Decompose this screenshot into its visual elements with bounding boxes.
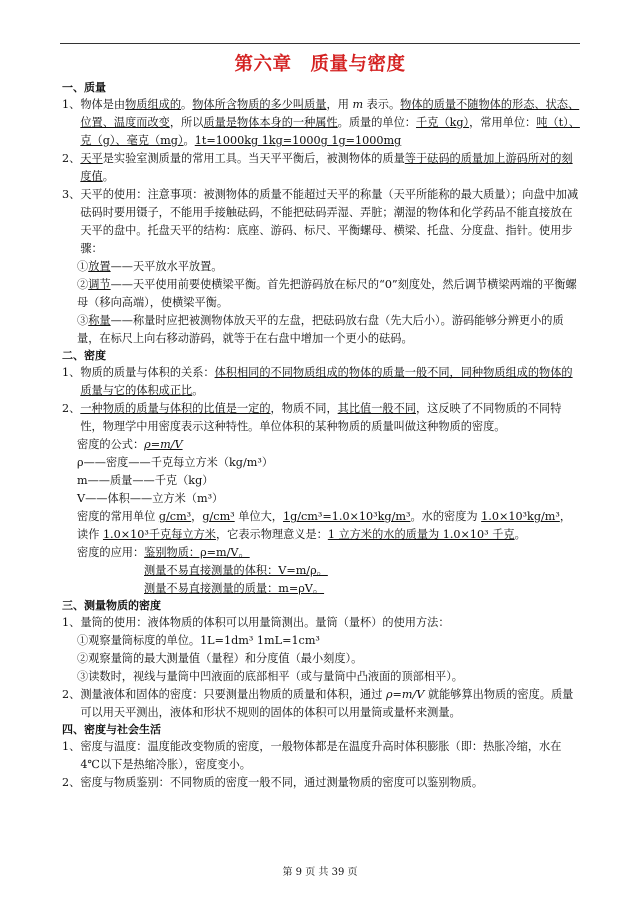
item-number: 2、	[62, 688, 81, 701]
item-text	[80, 364, 582, 400]
underlined-text: 等于砝码的质量加上游码所对的刻度值	[80, 152, 573, 183]
item-text	[80, 96, 582, 150]
text-run: ，	[191, 510, 203, 523]
section-heading-density-society: 四、密度与社会生活	[62, 723, 161, 736]
density-application-mass	[62, 580, 582, 598]
document-body	[62, 80, 582, 792]
underlined-text: 1.0×10³kg/m³	[481, 510, 560, 523]
item-text: 天平的使用：注意事项：被测物体的质量不能超过天平的称量（天平所能称的最大质量）；向盘中加减砝码时要用镊子，不能用手接触砝码，不能把砝码弄湿、弄脏；潮湿的物体和化学药品不能直接放在天平的盘中。托盘天平的结构：底座、游码、标尺、平衡螺母、横梁、托盘、分度盘、指针。使用步骤：	[80, 188, 579, 255]
underlined-text: 调节	[88, 278, 111, 291]
underlined-text: 1 立方米的水的质量为 1.0×10³ 千克	[327, 528, 515, 541]
underlined-text: 物质组成的	[125, 98, 182, 111]
text-run: ——天平放水平放置。	[110, 260, 223, 273]
underlined-text: g/cm³	[202, 510, 235, 523]
density-application-volume	[62, 562, 582, 580]
list-item	[62, 738, 582, 774]
item-number: 3、	[62, 188, 81, 201]
list-item	[62, 614, 582, 632]
text-run: 表示。	[363, 98, 401, 111]
text-run: 。	[192, 384, 204, 397]
text-run: 测量液体和固体的密度：只要测量出物质的质量和体积，通过	[80, 688, 386, 701]
underlined-text: 1g/cm³=1.0×10³kg/m³	[282, 510, 411, 523]
item-text: 密度与温度：温度能改变物质的密度，一般物体都是在温度升高时体积膨胀（即：热胀冷缩，水在 4℃以下是热缩冷胀），密度变小。	[80, 740, 562, 771]
underlined-text: 测量不易直接测量的体积：V=m/ρ。	[144, 564, 328, 577]
text-run: ——天平使用前要使横梁平衡。首先把游码放在标尺的“0”刻度处，然后调节横梁两端的平衡螺母（移向高端），使横梁平衡。	[77, 278, 577, 309]
density-application	[62, 544, 582, 562]
step-marker: ③	[77, 314, 89, 327]
page-number: 第 9 页 共 39 页	[282, 867, 358, 878]
text-run: 密度的公式：	[77, 438, 145, 451]
density-units	[62, 508, 582, 544]
underlined-text: 天平	[80, 152, 103, 165]
text-run: 密度的应用：	[77, 546, 145, 559]
underlined-text: 千克（kg）	[416, 116, 470, 129]
text-run: ，这反映了不同物质的不同特性，物理学中用密度表示这种特性。单位体积的某种物质的质量叫做这种物质的密度。	[80, 402, 562, 433]
underlined-text: 1.0×10³千克每立方米	[102, 528, 216, 541]
text-run: 。	[102, 170, 114, 183]
item-number: 2、	[62, 776, 81, 789]
symbol-m-def: m——质量——千克（kg）	[77, 474, 214, 487]
list-item	[62, 186, 582, 258]
text-run: 单位大，	[234, 510, 283, 523]
text-run: 是实验室测质量的常用工具。当天平平衡后，被测物体的质量	[102, 152, 405, 165]
underlined-text: 放置	[88, 260, 111, 273]
list-item	[62, 686, 582, 722]
section-heading-measure-density: 三、测量物质的密度	[62, 599, 161, 612]
header-rule	[60, 43, 580, 44]
list-item	[62, 150, 582, 186]
list-item	[62, 96, 582, 150]
text-run: ——称量时应把被测物体放天平的左盘，把砝码放右盘（先大后小）。游码能够分辨更小的质量，在标尺上向右移动游码，就等于在右盘中增加一个更小的砝码。	[77, 314, 564, 345]
cylinder-step-2: ②观察量筒的最大测量值（量程）和分度值（最小刻度）。	[77, 652, 363, 665]
item-number: 1、	[62, 740, 81, 753]
step-marker: ①	[77, 260, 89, 273]
text-run: 。	[183, 134, 195, 147]
underlined-text: 其比值一般不同	[337, 402, 416, 415]
text-run: 物体是由	[80, 98, 126, 111]
item-text	[80, 686, 582, 722]
list-item	[62, 774, 582, 792]
text-run: 。	[181, 98, 193, 111]
step-marker: ②	[77, 278, 89, 291]
step-placement	[62, 258, 582, 276]
item-text: 量筒的使用：液体物质的体积可以用量筒测出。量筒（量杯）的使用方法：	[80, 616, 450, 629]
density-formula	[62, 436, 582, 454]
cylinder-step-3: ③读数时，视线与量筒中凹液面的底部相平（或与量筒中凸液面的顶部相平）。	[77, 670, 463, 683]
symbol-v-def: V——体积——立方米（m³）	[77, 492, 224, 505]
step-weigh	[62, 312, 582, 348]
underlined-text: 吨（t）、克（g）、毫克（mg）	[80, 116, 580, 147]
item-number: 2、	[62, 152, 81, 165]
underlined-text: 质量是物体本身的一种属性	[203, 116, 338, 129]
text-run: ，读作	[77, 510, 572, 541]
text-run: ，它表示物理意义是：	[215, 528, 328, 541]
text-run: 。质量的单位：	[337, 116, 416, 129]
text-run: 。	[514, 528, 526, 541]
underlined-text: 一种物质的质量与体积的比值是一定的	[80, 402, 271, 415]
text-run: ，用	[326, 98, 353, 111]
underlined-text: 测量不易直接测量的质量：m=ρV。	[144, 582, 325, 595]
text-run: 物质的质量与体积的关系：	[80, 366, 215, 379]
underlined-text: g/cm³	[158, 510, 192, 523]
underlined-text: 鉴别物质：ρ=m/V。	[144, 546, 250, 559]
underlined-text: 物体的质量不随物体的形态、状态、位置、温度而改变	[80, 98, 580, 129]
underlined-text: 称量	[88, 314, 111, 327]
item-text	[80, 150, 582, 186]
item-number: 1、	[62, 616, 81, 629]
section-heading-density: 二、密度	[62, 349, 106, 362]
item-number: 2、	[62, 402, 81, 415]
text-run: 。水的密度为	[410, 510, 482, 523]
underlined-text: 物体所含物质的多少叫质量	[192, 98, 327, 111]
item-text	[80, 400, 582, 436]
text-run: 就能够算出物质的密度。质量可以用天平测出，液体和形状不规则的固体的体积可以用量筒或量杯来测量。	[80, 688, 574, 719]
item-number: 1、	[62, 98, 81, 111]
list-item	[62, 400, 582, 436]
item-text: 密度与物质鉴别：不同物质的密度一般不同，通过测量物质的密度可以鉴别物质。	[80, 776, 484, 789]
list-item	[62, 364, 582, 400]
formula: ρ=m/V	[144, 438, 183, 451]
chapter-title: 第六章 质量与密度	[234, 54, 406, 75]
symbol-rho-def: ρ——密度——千克每立方米（kg/m³）	[77, 456, 274, 469]
item-number: 1、	[62, 366, 81, 379]
step-adjust	[62, 276, 582, 312]
unit-conversion: 1t=1000kg 1kg=1000g 1g=1000mg	[194, 134, 402, 147]
text-run: 密度的常用单位	[77, 510, 159, 523]
text-run: ，物质不同，	[270, 402, 338, 415]
text-run: ，所以	[169, 116, 204, 129]
formula: ρ=m/V	[385, 688, 425, 701]
symbol-m: m	[352, 98, 364, 111]
text-run: ，常用单位：	[469, 116, 537, 129]
cylinder-step-1: ①观察量筒标度的单位。1L=1dm³ 1mL=1cm³	[77, 634, 320, 647]
section-heading-mass: 一、质量	[62, 81, 106, 94]
underlined-text: 体积相同的不同物质组成的物体的质量一般不同，同种物质组成的物体的质量与它的体积成正比	[80, 366, 573, 397]
